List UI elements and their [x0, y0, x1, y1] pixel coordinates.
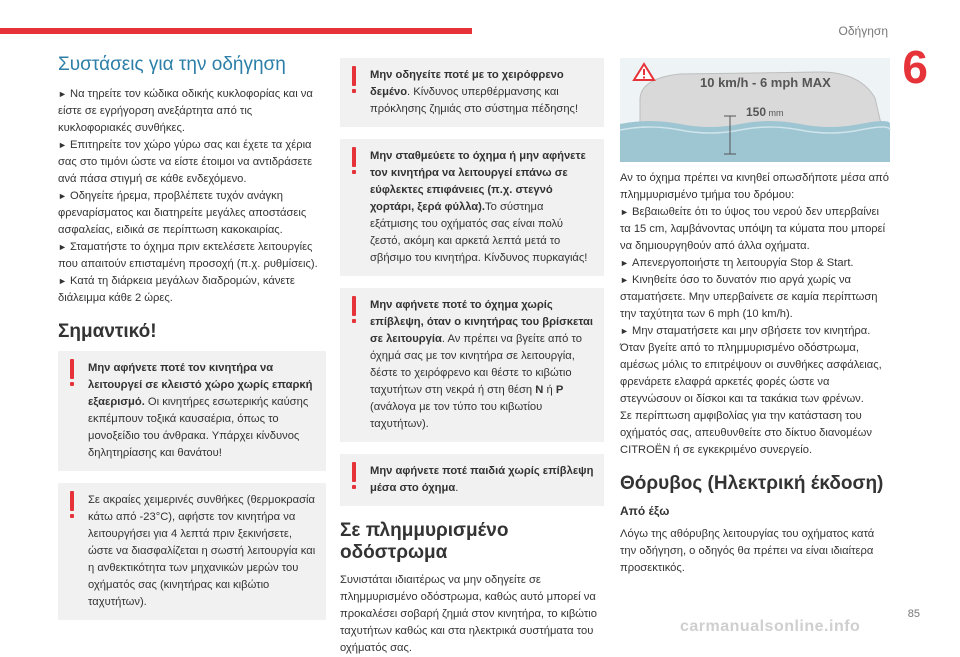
list-item: ► Μην σταματήσετε και μην σβήσετε τον κινητήρα.	[620, 323, 890, 340]
flood-illustration	[620, 58, 890, 162]
list-item: ► Να τηρείτε τον κώδικα οδικής κυκλοφορίας και να είστε σε εγρήγορση ανεξάρτητα από τις κυκλοφοριακές συνθήκες.	[58, 88, 313, 134]
watermark: carmanualsonline.info	[680, 618, 861, 635]
top-accent-bar	[0, 28, 472, 34]
section-title-important: Σημαντικό!	[58, 321, 157, 342]
header-title: Οδήγηση	[838, 24, 888, 38]
arrow-bullet-icon: ►	[620, 275, 629, 285]
outside-text: Λόγω της αθόρυβης λειτουργίας του οχήματος κατά την οδήγηση, ο οδηγός θα πρέπει να είναι ιδιαίτερα προσεκτικός.	[620, 528, 875, 574]
page-number: 85	[907, 608, 920, 620]
exclamation-icon	[350, 296, 358, 324]
warning-box: Μην αφήνετε ποτέ το όχημα χωρίς επίβλεψη, όταν ο κινητήρας του βρίσκεται σε λειτουργία. Αν πρέπει να βγείτε από το όχημά σας με τον κινητήρα σε λειτουργία, δέστε το χειρόφρενο και θέστε το κιβώτιο ταχυτήτων στη νεκρά ή στη θέση N ή P (ανάλογα με τον τύπο του κιβωτίου ταχυτήτων).	[340, 288, 604, 442]
section-title-flooded-road: Σε πλημμυρισμένο οδόστρωμα	[340, 520, 509, 563]
water-depth-label: 150 mm	[746, 105, 784, 119]
list-item: ► Κατά τη διάρκεια μεγάλων διαδρομών, κάνετε διάλειμμα κάθε 2 ώρες.	[58, 275, 295, 304]
exclamation-icon	[68, 491, 76, 519]
arrow-bullet-icon: ►	[620, 207, 629, 217]
driving-tips-list	[58, 86, 326, 307]
warning-box: Μην σταθμεύετε το όχημα ή μην αφήνετε τον κινητήρα να λειτουργεί επάνω σε εύφλεκτες επιφάνειες (π.χ. στεγνό χορτάρι, ξερά φύλλα).Το σύστημα εξάτμισης του οχήματός σας είναι πολύ ζεστό, ακόμη και αρκετά λεπτά μετά το σβήσιμο του κινητήρα. Κίνδυνος πυρκαγιάς!	[340, 139, 604, 276]
chapter-number: 6	[902, 41, 928, 93]
list-item: ► Επιτηρείτε τον χώρο γύρω σας και έχετε τα χέρια σας στο τιμόνι ώστε να είστε έτοιμοι να αντιδράσετε ανά πάσα στιγμή σε κάθε ενδεχόμενο.	[58, 139, 313, 185]
warning-box: Σε ακραίες χειμερινές συνθήκες (θερμοκρασία κάτω από -23°C), αφήστε τον κινητήρα να λειτουργήσει για 4 λεπτά πριν ξεκινήσετε, ώστε να διασφαλίζεται η σωστή λειτουργία και η ανθεκτικότητα των μηχανικών μερών του οχήματός σας (κινητήρας και κιβώτιο ταχυτήτων).	[58, 483, 326, 620]
list-item: ► Κινηθείτε όσο το δυνατόν πιο αργά χωρίς να σταματήσετε. Μην υπερβαίνετε σε καμία περίπτωση την ταχύτητα των 6 mph (10 km/h).	[620, 274, 878, 320]
speed-limit-label: 10 km/h - 6 mph MAX	[700, 75, 831, 90]
list-item: ► Απενεργοποιήστε τη λειτουργία Stop & Start.	[620, 255, 890, 272]
flood-tips-list	[620, 204, 890, 340]
flood-intro: Αν το όχημα πρέπει να κινηθεί οπωσδήποτε μέσα από πλημμυρισμένο τμήμα του δρόμου:	[620, 172, 890, 201]
subsection-title-outside: Από έξω	[620, 504, 670, 518]
exclamation-icon	[350, 462, 358, 490]
column-2	[340, 58, 604, 657]
list-item: ► Οδηγείτε ήρεμα, προβλέπετε τυχόν ανάγκη φρεναρίσματος και διατηρείτε μεγάλες αποστάσεις ασφαλείας, ειδικά σε περίπτωση κακοκαιρίας.	[58, 190, 307, 236]
arrow-bullet-icon: ►	[58, 276, 67, 286]
arrow-bullet-icon: ►	[620, 258, 629, 268]
after-flood-text: Όταν βγείτε από το πλημμυρισμένο οδόστρωμα, αμέσως μόλις το επιτρέψουν οι συνθήκες ασφάλειας, φρενάρετε ελαφρά αρκετές φορές ώστε να στεγνώσουν οι δίσκοι και τα τακάκια των φρένων.	[620, 342, 882, 405]
arrow-bullet-icon: ►	[58, 191, 67, 201]
exclamation-icon	[68, 359, 76, 387]
arrow-bullet-icon: ►	[58, 89, 67, 99]
exclamation-icon	[350, 66, 358, 94]
list-item: ► Βεβαιωθείτε ότι το ύψος του νερού δεν υπερβαίνει τα 15 cm, λαμβάνοντας υπόψη τα κύματα που μπορεί να δημιουργηθούν από άλλα οχήματα.	[620, 206, 886, 252]
doubt-text: Σε περίπτωση αμφιβολίας για την κατάσταση του οχήματός σας, απευθυνθείτε στο δίκτυο διανομέων CITROËN ή σε εγκεκριμένο συνεργείο.	[620, 410, 872, 456]
arrow-bullet-icon: ►	[58, 242, 67, 252]
warning-box: Μην αφήνετε ποτέ παιδιά χωρίς επίβλεψη μέσα στο όχημα.	[340, 454, 604, 506]
section-title-noise: Θόρυβος (Ηλεκτρική έκδοση)	[620, 473, 884, 494]
arrow-bullet-icon: ►	[620, 326, 629, 336]
list-item: ► Σταματήστε το όχημα πριν εκτελέσετε λειτουργίες που απαιτούν επισταμένη προσοχή (π.χ. ρυθμίσεις).	[58, 241, 318, 270]
flooded-road-text: Συνιστάται ιδιαιτέρως να μην οδηγείτε σε πλημμυρισμένο οδόστρωμα, καθώς αυτό μπορεί να προκαλέσει σοβαρή ζημιά στον κινητήρα, το κιβώτιο ταχυτήτων καθώς και στα ηλεκτρικά συστήματα του οχήματός σας.	[340, 574, 597, 654]
warning-box: Μην οδηγείτε ποτέ με το χειρόφρενο δεμένο. Κίνδυνος υπερθέρμανσης και πρόκλησης ζημιάς στο σύστημα πέδησης!	[340, 58, 604, 127]
warning-box: Μην αφήνετε ποτέ τον κινητήρα να λειτουργεί σε κλειστό χώρο χωρίς επαρκή εξαερισμό. Οι κινητήρες εσωτερικής καύσης εκπέμπουν τοξικά καυσαέρια, όπως το μονοξείδιο του άνθρακα. Υπάρχει κίνδυνος δηλητηρίασης και θανάτου!	[58, 351, 326, 471]
exclamation-icon	[350, 147, 358, 175]
column-1	[58, 54, 326, 632]
arrow-bullet-icon: ►	[58, 140, 67, 150]
column-3	[620, 58, 890, 577]
section-title-driving-tips: Συστάσεις για την οδήγηση	[58, 54, 286, 75]
